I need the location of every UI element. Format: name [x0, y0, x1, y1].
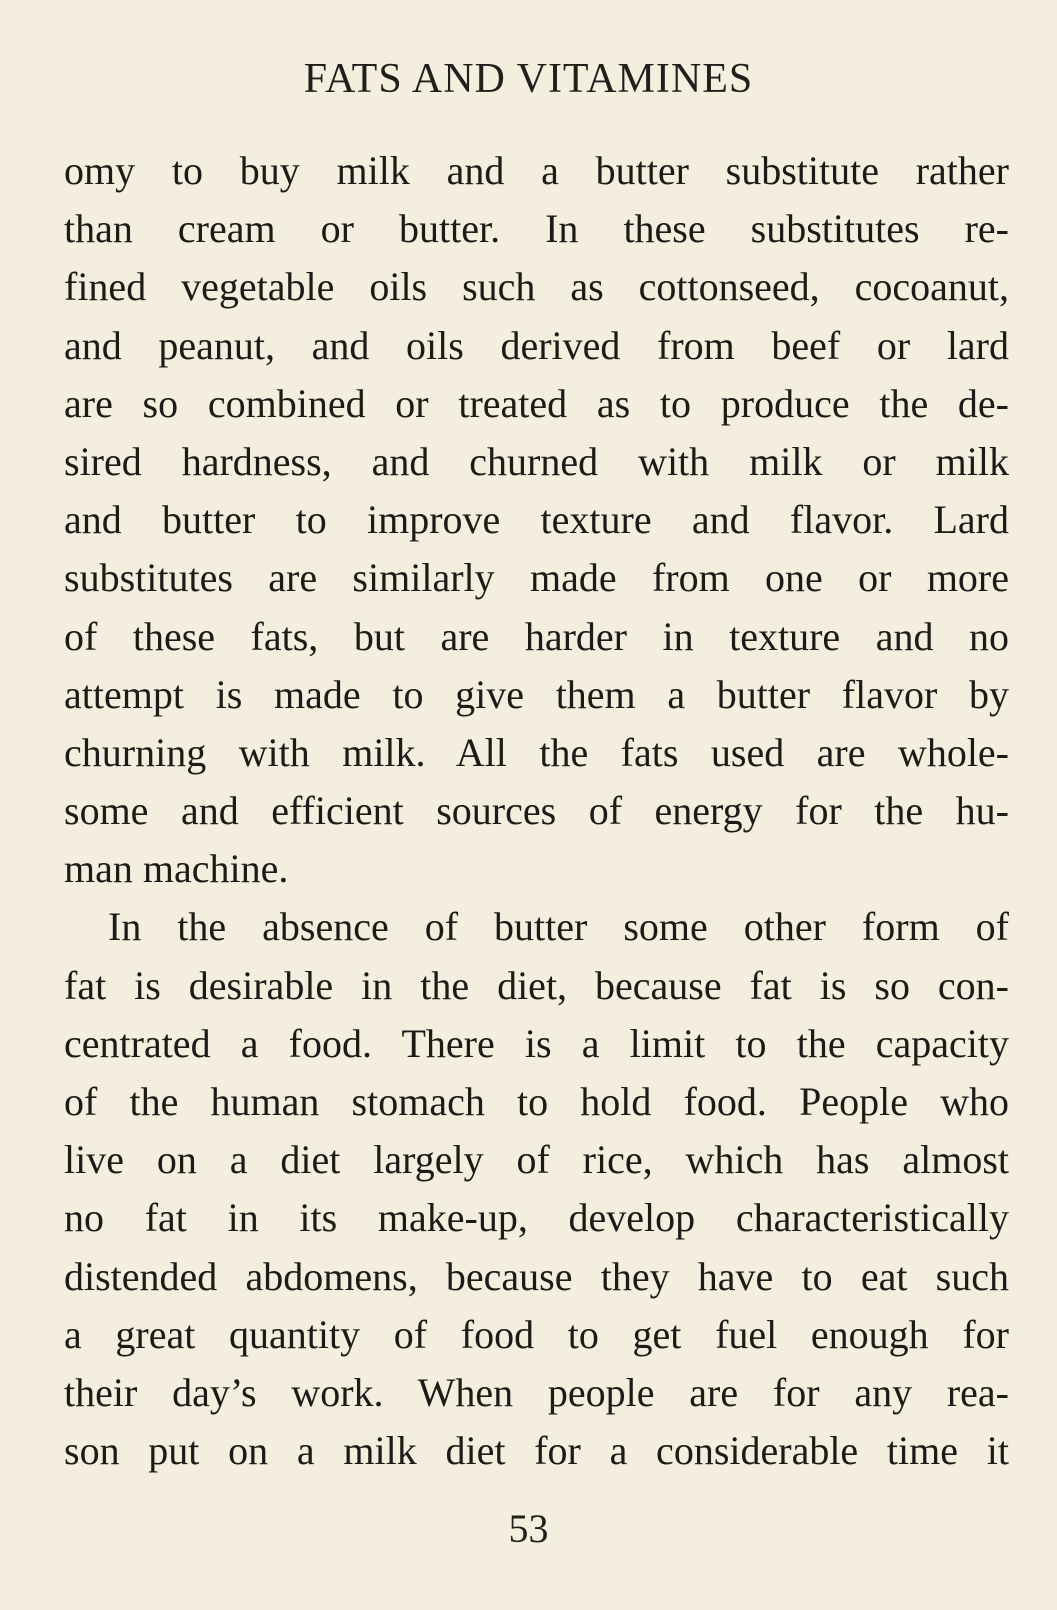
text-line: of the human stomach to hold food. People who	[64, 1079, 1009, 1124]
text-line: In the absence of butter some other form of	[108, 904, 1009, 950]
text-line: centrated a food. There is a limit to the capacity	[64, 1020, 1009, 1066]
text-line: of these fats, but are harder in texture and no	[64, 613, 1009, 659]
text-line: man machine.	[64, 846, 289, 892]
text-line: fined vegetable oils such as cottonseed, cocoanut,	[64, 264, 1009, 310]
text-line: and peanut, and oils derived from beef or lard	[64, 322, 1009, 368]
text-line: omy to buy milk and a butter substitute rather	[64, 148, 1009, 193]
text-line: live on a diet largely of rice, which has almost	[64, 1137, 1009, 1183]
text-line: some and efficient sources of energy for the hu-	[64, 788, 1009, 834]
text-line: sired hardness, and churned with milk or milk	[64, 438, 1009, 484]
text-line: a great quantity of food to get fuel enough for	[64, 1311, 1009, 1357]
body-text	[64, 142, 1009, 1480]
text-line: fat is desirable in the diet, because fat is so con-	[64, 962, 1009, 1008]
text-line: son put on a milk diet for a considerable time it	[64, 1428, 1009, 1474]
text-line: their day’s work. When people are for any rea-	[64, 1369, 1009, 1415]
text-line: no fat in its make-up, develop characteristically	[64, 1195, 1009, 1241]
text-line: than cream or butter. In these substitutes re-	[64, 206, 1009, 252]
text-line: attempt is made to give them a butter flavor by	[64, 671, 1009, 717]
text-line: are so combined or treated as to produce the de-	[64, 380, 1009, 426]
text-line: substitutes are similarly made from one or more	[64, 555, 1009, 601]
running-head: FATS AND VITAMINES	[303, 56, 754, 102]
text-line: and butter to improve texture and flavor. Lard	[64, 497, 1009, 543]
text-line: churning with milk. All the fats used are whole-	[64, 729, 1009, 775]
page-number: 53	[508, 1506, 549, 1551]
text-line: distended abdomens, because they have to eat such	[64, 1253, 1009, 1299]
